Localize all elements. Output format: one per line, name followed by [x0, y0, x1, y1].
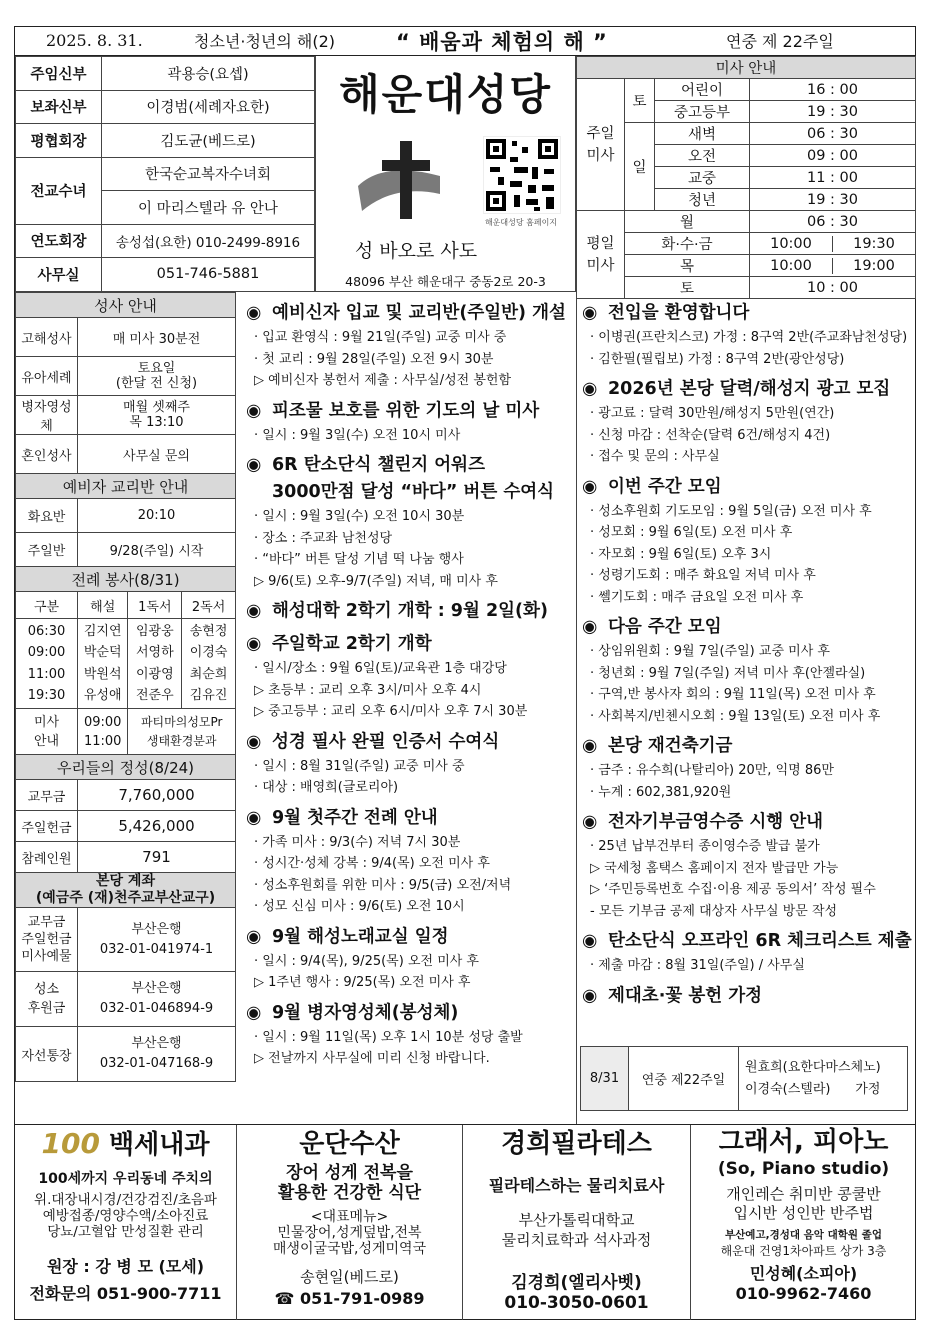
weekday-time-pm: 19:30: [853, 235, 895, 252]
account-purpose-line: 주일헌금: [21, 932, 72, 947]
bank-name: 부산은행: [131, 1036, 182, 1051]
staff-label: 전교수녀: [16, 157, 102, 224]
account-no: 032-01-041974-1: [99, 941, 214, 957]
notice-heading: [246, 1000, 572, 1027]
notice-item: ▷ 전날까지 사무실에 미리 신청 바랍니다.: [254, 1051, 490, 1066]
issue-date: 2025. 8. 31.: [46, 31, 143, 50]
account-purpose: [16, 972, 78, 1027]
candle-date: 8/31: [581, 1047, 629, 1111]
mass-name: 오전: [655, 145, 750, 167]
notice-section: [582, 928, 912, 977]
notice-heading-text: 9월 병자영성체(봉성체): [272, 1002, 459, 1023]
mass-time: 16 : 00: [750, 79, 916, 101]
notice-heading: [246, 924, 572, 951]
notice-item: · 쎌기도회 : 매주 금요일 오전 미사 후: [590, 589, 804, 605]
sacrament-info: [78, 357, 236, 396]
notice-item: ▷ 9/6(토) 오후-9/7(주일) 저녁, 매 미사 후: [254, 573, 498, 589]
account-number[interactable]: [78, 972, 236, 1027]
class-name: 화요반: [16, 499, 78, 533]
church-address: 48096 부산 해운대구 중동2로 20-3: [345, 274, 546, 289]
notice-section: [246, 631, 572, 723]
notice-item: · 청년회 : 9월 7일(주일) 저녁 미사 후(안젤라실): [590, 665, 866, 681]
bullet-target-icon: ◉: [582, 476, 598, 497]
notice-section: [246, 805, 572, 918]
notice-heading-text: 6R 탄소단식 챌린지 어워즈: [272, 455, 485, 475]
accounts-title-line: (예금주 (재)천주교부산교구): [35, 890, 216, 906]
notice-section: [246, 300, 572, 392]
sacrament-info-line: 목 13:10: [129, 415, 184, 430]
offering-title: 우리들의 정성(8/24): [16, 755, 236, 780]
offering-name: 교무금: [16, 780, 78, 811]
staff-value: 이경범(세례자요한): [102, 90, 315, 124]
notice-heading-text: 9월 첫주간 전례 안내: [272, 807, 438, 828]
ad-name: 경희필라테스: [501, 1129, 652, 1159]
liturgy-time: 09:00: [27, 645, 66, 660]
notice-item: · 금주 : 유수희(나탈리아) 20만, 익명 86만: [590, 763, 834, 778]
advertisements: [15, 1124, 916, 1320]
notice-heading: [246, 598, 572, 625]
ad-line: <대표메뉴>: [310, 1209, 389, 1225]
staff-value: 김도균(베드로): [102, 124, 315, 158]
notice-item: · “바다” 버튼 달성 기념 떡 나눔 행사: [254, 552, 464, 567]
notice-item: · 25년 납부건부터 종이영수증 발급 불가: [590, 839, 820, 854]
bullet-target-icon: ◉: [246, 731, 262, 752]
notice-heading: [246, 452, 572, 479]
notice-item: · 광고료 : 달력 30만원/해성지 5만원(연간): [590, 406, 835, 421]
weekday-time: 10 : 00: [750, 277, 916, 299]
account-purpose-line: 교무금: [27, 915, 66, 930]
liturgy-person: 최순희: [189, 666, 228, 682]
ad-phone[interactable]: 전화문의 051-900-7711: [29, 1284, 222, 1303]
notice-heading-text: 이번 주간 모임: [608, 476, 722, 497]
notice-item: · 장소 : 주교좌 남천성당: [254, 530, 393, 546]
liturgy-person: 박원석: [83, 666, 122, 682]
mass-time: 11 : 00: [750, 167, 916, 189]
ad-piano: [691, 1125, 916, 1320]
notice-item: · 구역,반 봉사자 회의 : 9월 11일(목) 오전 미사 후: [590, 687, 876, 702]
notice-heading: [246, 398, 572, 425]
accounts-title: [16, 873, 236, 908]
offering-value: 5,426,000: [78, 811, 236, 842]
bullet-target-icon: ◉: [246, 634, 262, 654]
weekday-day: 화·수·금: [625, 233, 750, 255]
bullet-target-icon: ◉: [582, 985, 598, 1006]
ad-line: 필라테스하는 물리치료사: [488, 1176, 665, 1195]
mass-guide-times: [78, 709, 128, 755]
bullet-target-icon: ◉: [246, 400, 262, 421]
notice-section: [246, 1000, 572, 1070]
account-no: 032-01-047168-9: [99, 1056, 214, 1071]
liturgy-header: 2독서: [182, 592, 236, 619]
notice-heading-text: 본당 재건축기금: [608, 736, 733, 756]
notice-item: · 누계 : 602,381,920원: [590, 784, 732, 800]
sacrament-info-line: 매월 셋째주: [123, 400, 190, 415]
accounts-title-line: 본당 계좌: [96, 873, 155, 889]
ad-phone[interactable]: ☎ 051-791-0989: [274, 1289, 425, 1308]
liturgy-header: 1독서: [128, 592, 182, 619]
notice-heading: [246, 631, 572, 658]
church-name: 해운대성당: [339, 70, 552, 119]
notice-section: [582, 983, 912, 1010]
liturgy-person: 유성애: [83, 688, 122, 703]
staff-label: 연도회장: [16, 224, 102, 258]
bank-name: 부산은행: [131, 981, 182, 996]
notice-item: ▷ 중고등부 : 교리 오후 6시/미사 오후 7시 30분: [254, 704, 528, 719]
bullet-target-icon: ◉: [246, 807, 262, 828]
account-purpose: [16, 908, 78, 972]
liturgy-person: 송현정: [189, 623, 228, 639]
notice-item: · 일시/장소 : 9월 6일(토)/교육관 1층 대강당: [254, 661, 507, 676]
second-readers: [182, 619, 236, 709]
sacrament-name: 혼인성사: [16, 435, 78, 474]
ad-clinic: [15, 1125, 237, 1320]
notice-heading: [582, 983, 912, 1010]
account-purpose-line: 미사예물: [21, 949, 72, 964]
ad-line: 부산가톨릭대학교: [518, 1211, 635, 1229]
bullet-target-icon: ◉: [582, 931, 598, 951]
account-no: 032-01-046894-9: [99, 1001, 214, 1016]
notice-heading-text: 예비신자 입교 및 교리반(주일반) 개설: [272, 303, 566, 323]
mass-name: 새벽: [655, 123, 750, 145]
account-number[interactable]: [78, 908, 236, 972]
notice-item: · 입교 환영식 : 9월 21일(주일) 교중 미사 중: [254, 330, 507, 345]
notice-item: - 모든 기부금 공제 대상자 사무실 방문 작성: [590, 903, 838, 919]
bullet-target-icon: ◉: [246, 926, 262, 947]
sunday-label: 일: [625, 123, 655, 211]
notice-item: · 성모 신심 미사 : 9/6(토) 오전 10시: [254, 899, 465, 914]
notice-item: · 제출 마감 : 8월 31일(주일) / 사무실: [590, 958, 805, 973]
sacraments-title: 성사 안내: [16, 293, 236, 318]
notice-item: · 일시 : 8월 31일(주일) 교중 미사 중: [254, 758, 465, 774]
notice-heading: [582, 809, 912, 836]
liturgical-week: 연중 제 22주일: [726, 32, 834, 51]
patron-saint: 성 바오로 사도: [354, 240, 478, 262]
ad-line: 100세까지 우리동네 주치의: [38, 1171, 213, 1187]
mass-time: 09 : 00: [750, 145, 916, 167]
notice-item: · 가족 미사 : 9/3(수) 저녁 7시 30분: [254, 834, 461, 850]
staff-label: 주임신부: [16, 57, 102, 91]
liturgy-time: 11:00: [27, 666, 66, 682]
weekday-mass-text: 평일미사: [586, 235, 615, 274]
notice-heading-text: 주일학교 2학기 개학: [272, 634, 432, 654]
liturgy-person: 전준우: [135, 688, 174, 703]
bullet-target-icon: ◉: [582, 812, 598, 832]
qr-caption: 해운대성당 홈페이지: [484, 218, 558, 227]
notice-heading: [582, 614, 912, 641]
notice-heading: [582, 928, 912, 955]
account-purpose-line: 성소: [33, 982, 60, 997]
staff-label: 사무실: [16, 258, 102, 292]
notice-item: · 이병권(프란치스코) 가정 : 8구역 2반(주교좌남천성당): [590, 330, 908, 345]
staff-value: 한국순교복자수녀회: [102, 157, 315, 191]
church-cross-logo-icon: [354, 136, 444, 221]
sacrament-name: 병자영성체: [16, 396, 78, 435]
liturgy-person: 이광영: [135, 666, 174, 682]
ad-line: 해운대 건영1차아파트 상가 3층: [720, 1244, 887, 1258]
weekday-mass-label: [577, 211, 625, 299]
mass-time: 19 : 30: [750, 189, 916, 211]
weekday-day: 목: [625, 255, 750, 277]
sunday-mass-text: 주일미사: [586, 125, 615, 164]
liturgy-title: 전례 봉사(8/31): [16, 567, 236, 592]
mass-time: 06 : 30: [750, 123, 916, 145]
notice-item: ▷ 국세청 홈택스 홈페이지 전자 발급만 가능: [590, 860, 839, 876]
bank-name: 부산은행: [131, 921, 182, 937]
staff-label: 보좌신부: [16, 90, 102, 124]
weekday-day: 월: [625, 211, 750, 233]
notice-heading-text: 다음 주간 모임: [608, 617, 722, 637]
notice-item: · 김한필(필립보) 가정 : 8구역 2반(광안성당): [590, 351, 845, 367]
notice-item: ▷ 초등부 : 교리 오후 3시/미사 오후 4시: [254, 682, 482, 698]
account-purpose-line: 후원금: [27, 1001, 66, 1016]
bullet-target-icon: ◉: [246, 303, 262, 323]
notice-item: · 성소후원회 기도모임 : 9월 5일(금) 오전 미사 후: [590, 503, 872, 519]
ad-name: 백세내과: [109, 1130, 210, 1160]
notice-section: [246, 398, 572, 447]
ad-line: 송현일(베드로): [300, 1268, 399, 1286]
mass-guide-label-line: 안내: [33, 733, 60, 749]
notice-heading-text: 탄소단식 오프라인 6R 체크리스트 제출: [608, 931, 912, 951]
offering-name: 참례인원: [16, 842, 78, 873]
candle-week: 연중 제22주일: [629, 1047, 739, 1111]
liturgy-person: 김지연: [83, 623, 122, 639]
notice-item: · 성모회 : 9월 6일(토) 오전 미사 후: [590, 525, 793, 540]
ad-line: 위.대장내시경/건강검진/초음파: [34, 1192, 217, 1208]
candle-family: 이경숙(스텔라): [745, 1081, 831, 1097]
mass-guide-groups: [128, 709, 236, 755]
notice-item: · 상임위원회 : 9월 7일(주일) 교중 미사 후: [590, 644, 830, 659]
weekday-time: 06 : 30: [750, 211, 916, 233]
bullet-target-icon: ◉: [246, 1002, 262, 1023]
ad-line: 물리치료학과 석사과정: [501, 1231, 652, 1249]
ad-line: 민물장어,성게덮밥,전복: [277, 1225, 422, 1241]
saturday-label: 토: [625, 79, 655, 123]
staff-value: 051-746-5881: [102, 258, 315, 292]
mass-guide-time: 09:00: [83, 714, 122, 730]
notice-heading-text: 제대초·꽃 봉헌 가정: [608, 985, 763, 1006]
mass-time: 19 : 30: [750, 101, 916, 123]
notice-item: ▷ ‘주민등록번호 수집·이용 제공 동의서’ 작성 필수: [590, 882, 876, 897]
staff-label: 평협회장: [16, 124, 102, 158]
weekday-time-pm: 19:00: [853, 257, 895, 274]
sacrament-name: 고해성사: [16, 318, 78, 357]
ad-line: 부산예고,경성대 음악 대학원 졸업: [725, 1229, 882, 1241]
ad-line: 장어 성게 전복을: [286, 1163, 413, 1183]
class-name: 주일반: [16, 533, 78, 567]
year-theme: 청소년·청년의 해(2): [194, 32, 336, 51]
class-time: 20:10: [78, 499, 236, 533]
sacrament-info: 사무실 문의: [78, 435, 236, 474]
notice-section: [246, 598, 572, 625]
candle-suffix: 가정: [855, 1081, 881, 1097]
right-news-column: [582, 296, 912, 1010]
staff-table: [15, 56, 315, 292]
notice-item: · 일시 : 9월 11일(목) 오후 1시 10분 성당 출발: [254, 1029, 523, 1045]
notice-heading-text: 성경 필사 완필 인증서 수여식: [272, 731, 500, 752]
bullet-target-icon: ◉: [582, 617, 598, 637]
left-info-table: [15, 292, 236, 1082]
bullet-target-icon: ◉: [246, 601, 262, 621]
notice-item: · 일시 : 9월 3일(수) 오전 10시 미사: [254, 427, 461, 443]
ad-phone[interactable]: 010-9962-7460: [735, 1284, 872, 1303]
mass-name: 중고등부: [655, 101, 750, 123]
notice-item: · 성시간·성체 강복 : 9/4(목) 오전 미사 후: [254, 856, 490, 871]
class-time: 9/28(주일) 시작: [78, 533, 236, 567]
offering-name: 주일헌금: [16, 811, 78, 842]
liturgy-person: 임광웅: [135, 623, 174, 639]
notice-heading-text: 피조물 보호를 위한 기도의 날 미사: [272, 400, 540, 421]
notice-item: · 접수 및 문의 : 사무실: [590, 449, 720, 464]
account-purpose: 자선통장: [16, 1027, 78, 1082]
commentators: [78, 619, 128, 709]
ad-phone[interactable]: 010-3050-0601: [504, 1293, 649, 1313]
notice-heading: [246, 300, 572, 327]
ad-line: 민성혜(소피아): [749, 1264, 858, 1283]
mass-guide-group: 생태환경분과: [146, 733, 217, 748]
ad-name: 그래서, 피아노: [718, 1127, 889, 1157]
notice-section: [582, 733, 912, 803]
bullet-target-icon: ◉: [582, 303, 598, 323]
notice-item: · 성령기도회 : 매주 화요일 저녁 미사 후: [590, 568, 816, 583]
notice-section: [582, 300, 912, 370]
church-logo-block: [315, 56, 576, 292]
catechumen-title: 예비자 교리반 안내: [16, 474, 236, 499]
bullet-target-icon: ◉: [246, 455, 262, 475]
sacrament-info-line: 토요일: [137, 361, 176, 376]
notice-item: · 사회복지/빈첸시오회 : 9월 13일(토) 오전 미사 후: [590, 708, 881, 724]
notice-heading: [246, 729, 572, 756]
column-divider: [576, 292, 577, 1124]
ad-line: 개인레슨 취미반 콩쿨반: [726, 1185, 881, 1203]
notice-item: · 성소후원회를 위한 미사 : 9/5(금) 오전/저녁: [254, 877, 512, 893]
ad-line: 입시반 성인반 반주법: [733, 1204, 874, 1222]
liturgy-person: 김유진: [189, 688, 228, 703]
notice-section: [246, 452, 572, 592]
sacrament-info: [78, 396, 236, 435]
notice-section: [582, 376, 912, 468]
sunday-mass-label: [577, 79, 625, 211]
staff-value: 송성섭(요한) 010-2499-8916: [102, 224, 315, 258]
mass-guide-label: [16, 709, 78, 755]
notice-heading-text: 전입을 환영합니다: [608, 303, 750, 323]
mass-guide-label-line: 미사: [33, 714, 60, 730]
clinic-logo-icon: 100: [41, 1127, 100, 1160]
weekday-day: 토: [625, 277, 750, 299]
ad-line: 매생이굴국밥,성게미역국: [272, 1241, 427, 1257]
mass-name: 청년: [655, 189, 750, 211]
notice-item: · 일시 : 9월 3일(수) 오전 10시 30분: [254, 509, 465, 524]
notice-section: [582, 809, 912, 922]
notice-heading: [582, 300, 912, 327]
ad-title: [15, 1125, 236, 1164]
weekday-time-am: 10:00: [750, 258, 833, 274]
sacrament-name: 유아세례: [16, 357, 78, 396]
ad-pilates: [463, 1125, 691, 1320]
candle-family-line: [745, 1079, 907, 1101]
sacrament-info: 매 미사 30분전: [78, 318, 236, 357]
notice-item: ▷ 1주년 행사 : 9/25(목) 오전 미사 후: [254, 975, 471, 990]
ad-restaurant: [237, 1125, 463, 1320]
notice-section: [246, 924, 572, 994]
ad-name: 운단수산: [299, 1129, 400, 1159]
middle-news-column: [246, 296, 572, 1070]
notice-item: ▷ 예비신자 봉헌서 제출 : 사무실/성전 봉헌함: [254, 373, 512, 388]
ad-line: 예방접종/영양수액/소아진료: [42, 1208, 209, 1224]
notice-section: [582, 474, 912, 609]
bullet-target-icon: ◉: [582, 379, 598, 399]
ad-line: (So, Piano studio): [717, 1159, 890, 1179]
sacrament-info-line: (한달 전 신청): [115, 376, 198, 391]
ad-line: 김경희(엘리사벳): [511, 1273, 642, 1293]
ad-line: 원장 : 강 병 모 (모세): [46, 1257, 205, 1276]
bullet-target-icon: ◉: [582, 736, 598, 756]
liturgy-person: 이경숙: [189, 645, 228, 660]
notice-item: · 신청 마감 : 선착순(달력 6건/해성지 4건): [590, 427, 831, 443]
mass-guide-time: 11:00: [83, 733, 122, 749]
mass-schedule-table: [576, 56, 916, 299]
notice-item: · 대상 : 배영희(글로리아): [254, 780, 399, 795]
liturgy-time: 19:30: [27, 688, 66, 703]
notice-heading-text: 2026년 본당 달력/해성지 광고 모집: [608, 379, 891, 399]
weekday-time-am: 10:00: [750, 236, 833, 252]
mass-title: 미사 안내: [577, 57, 916, 79]
candle-flower-table: [580, 1046, 908, 1111]
mass-name: 어린이: [655, 79, 750, 101]
staff-value: 이 마리스텔라 유 안나: [102, 191, 315, 225]
notice-item: · 일시 : 9/4(목), 9/25(목) 오전 미사 후: [254, 953, 479, 969]
liturgy-time: 06:30: [27, 623, 66, 639]
offering-value: 7,760,000: [78, 780, 236, 811]
notice-heading-text: 3000만점 달성 “바다” 버튼 수여식: [272, 482, 555, 502]
candle-families: [739, 1047, 908, 1111]
qr-code-icon[interactable]: [483, 136, 561, 214]
notice-heading-text: 전자기부금영수증 시행 안내: [608, 812, 824, 832]
liturgy-header: 구분: [16, 592, 78, 619]
notice-heading: [582, 733, 912, 760]
notice-heading: [582, 376, 912, 403]
first-readers: [128, 619, 182, 709]
liturgy-header: 해설: [78, 592, 128, 619]
liturgy-times: [16, 619, 78, 709]
weekday-times: [750, 233, 916, 255]
liturgy-person: 박순덕: [83, 645, 122, 660]
ad-line: 당뇨/고혈압 만성질환 관리: [47, 1224, 204, 1240]
notice-item: · 첫 교리 : 9월 28일(주일) 오전 9시 30분: [254, 351, 494, 367]
notice-heading-text: 해성대학 2학기 개학 : 9월 2일(화): [272, 601, 548, 621]
header-bar: [14, 26, 916, 56]
mass-name: 교중: [655, 167, 750, 189]
mass-guide-group: 파티마의성모Pr: [140, 714, 223, 729]
notice-section: [246, 729, 572, 799]
staff-value: 곽용승(요셉): [102, 57, 315, 91]
notice-heading: [246, 805, 572, 832]
notice-item: · 자모회 : 9월 6일(토) 오후 3시: [590, 546, 772, 562]
liturgy-person: 서영하: [135, 645, 174, 660]
offering-value: 791: [78, 842, 236, 873]
account-number[interactable]: [78, 1027, 236, 1082]
yearly-motto: “ 배움과 체험의 해 ”: [396, 29, 608, 54]
notice-heading: [582, 474, 912, 501]
notice-section: [582, 614, 912, 727]
notice-heading-text: 9월 해성노래교실 일정: [272, 926, 449, 947]
candle-family: 원효희(요한다마스체노): [745, 1059, 881, 1075]
ad-line: 활용한 건강한 식단: [277, 1183, 422, 1203]
weekday-times: [750, 255, 916, 277]
